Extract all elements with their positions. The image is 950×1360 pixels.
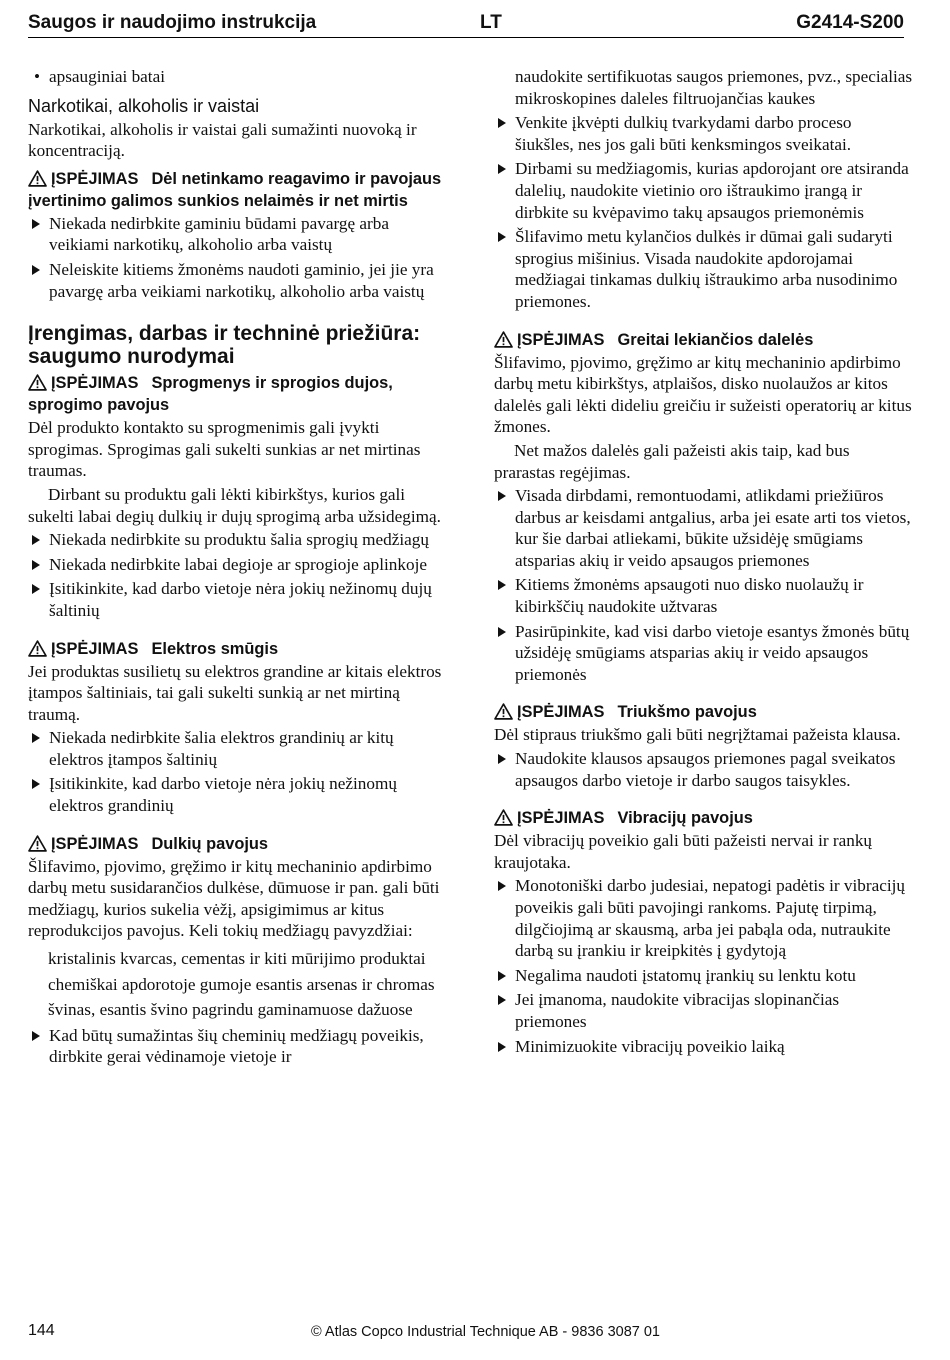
warning-keyword: ĮSPĖJIMAS <box>51 374 139 393</box>
bullet-arrow-icon <box>32 733 40 743</box>
warning-triangle-icon <box>28 835 47 852</box>
list-item: Įsitikinkite, kad darbo vietoje nėra jokių nežinomų elektros grandinių <box>28 773 448 816</box>
dust-bullets <box>28 1025 448 1068</box>
dust-text: Šlifavimo, pjovimo, gręžimo ir kitų mechaninio apdirbimo darbų metu susidarančios dulkėse, dūmuose ir pan. gali būti medžiagų, kurios sukelia vėžį, apsigimimus ar kitus reprodukcijos pavojus. Keli tokių medžiagų pavyzdžiai: <box>28 856 440 941</box>
particles-bullets <box>494 485 914 685</box>
warning-keyword: ĮSPĖJIMAS <box>51 169 139 188</box>
list-item: Minimizuokite vibracijų poveikio laiką <box>494 1036 914 1058</box>
list-item: Šlifavimo metu kylančios dulkės ir dūmai gali sudaryti sprogius mišinius. Visada naudokite apdorojamai medžiagai tinkamas dulkių ištraukimo arba nusodinimo priemones. <box>494 226 914 312</box>
left-column <box>28 66 448 1071</box>
warning-triangle-icon <box>28 374 47 391</box>
drugs-heading: Narkotikai, alkoholis ir vaistai <box>28 95 260 116</box>
warning-title: Elektros smūgis <box>151 639 279 658</box>
bullet-arrow-icon <box>32 1031 40 1041</box>
dust-example-item: kristalinis kvarcas, cementas ir kiti mūrijimo produktai <box>48 949 426 969</box>
page-number: 144 <box>28 1322 55 1339</box>
model-number: G2414-S200 <box>796 12 904 33</box>
dust-continued-bullets <box>494 112 914 312</box>
list-item: Įsitikinkite, kad darbo vietoje nėra jokių nežinomų dujų šaltinių <box>28 578 448 621</box>
bullet-arrow-icon <box>498 881 506 891</box>
bullet-arrow-icon <box>498 971 506 981</box>
warning-triangle-icon <box>28 640 47 657</box>
noise-text: Dėl stipraus triukšmo gali būti negrįžtamai pažeista klausa. <box>494 725 901 745</box>
drugs-text: Narkotikai, alkoholis ir vaistai gali sumažinti nuovoką ir koncentraciją. <box>28 119 417 161</box>
bullet-arrow-icon <box>498 1042 506 1052</box>
bullet-arrow-icon <box>32 560 40 570</box>
list-item: Visada dirbdami, remontuodami, atlikdami priežiūros darbus ar keisdami antgalius, arba jei esate arti tos vietos, kur šie darbai atliekami, būkite užsidėję smūgiams atsparias akių ir veido apsaugos priemones <box>494 485 914 571</box>
noise-bullets <box>494 748 914 791</box>
electric-warning <box>28 638 448 660</box>
warning-title: Vibracijų pavojus <box>617 809 753 828</box>
list-item: Venkite įkvėpti dulkių tvarkydami darbo proceso šiukšles, nes jos gali būti kenksmingos sveikatai. <box>494 112 914 155</box>
bullet-arrow-icon <box>498 995 506 1005</box>
list-item: Negalima naudoti įstatomų įrankių su lenktu kotu <box>494 965 914 987</box>
list-item: Dirbami su medžiagomis, kurias apdorojant ore atsiranda dalelių, naudokite vietinio oro ištraukimo įrangą ir dirbkite su kvėpavimo takų apsaugos priemonėmis <box>494 158 914 223</box>
bullet-arrow-icon <box>498 491 506 501</box>
dust-warning <box>28 833 448 855</box>
explosives-text-1: Dėl produkto kontakto su sprogmenimis gali įvykti sprogimas. Sprogimas gali sukelti sunkias ar net mirtinas traumas. <box>28 418 421 481</box>
list-item: Neleiskite kitiems žmonėms naudoti gaminio, jei jie yra pavargę arba veikiami narkotikų, alkoholio arba vaistų <box>28 259 448 302</box>
document-title: Saugos ir naudojimo instrukcija <box>28 12 317 33</box>
language-code: LT <box>480 12 502 33</box>
warning-keyword: ĮSPĖJIMAS <box>517 809 605 828</box>
list-item: • apsauginiai batai <box>34 67 165 86</box>
bullet-arrow-icon <box>32 779 40 789</box>
top-bullet-list <box>28 66 448 88</box>
noise-warning <box>494 701 914 723</box>
electric-bullets <box>28 727 448 816</box>
copyright-notice: © Atlas Copco Industrial Technique AB - 9836 3087 01 <box>311 1324 660 1340</box>
list-item: Naudokite klausos apsaugos priemones pagal sveikatos apsaugos darbo vietoje ir darbo saugos taisykles. <box>494 748 914 791</box>
right-column <box>494 66 914 1060</box>
warning-triangle-icon <box>494 809 513 826</box>
warning-title: Dėl netinkamo reagavimo ir pavojaus įvertinimo galimos sunkios nelaimės ir net mirtis <box>28 169 442 210</box>
dust-continued-text: naudokite sertifikuotas saugos priemones, pvz., specialias mikroskopines daleles filtruojančias kaukes <box>515 67 913 108</box>
warning-keyword: ĮSPĖJIMAS <box>51 639 139 658</box>
particles-warning <box>494 329 914 351</box>
list-item: Niekada nedirbkite gaminiu būdami pavargę arba veikiami narkotikų, alkoholio arba vaistų <box>28 213 448 256</box>
warning-title: Greitai lekiančios dalelės <box>617 330 814 349</box>
dust-example-item: švinas, esantis švino pagrindu gaminamuose dažuose <box>48 1000 413 1020</box>
dust-example-item: chemiškai apdorotoje gumoje esantis arsenas ir chromas <box>48 974 435 994</box>
bullet-arrow-icon <box>498 232 506 242</box>
bullet-arrow-icon <box>32 535 40 545</box>
bullet-arrow-icon <box>498 118 506 128</box>
warning-triangle-icon <box>494 331 513 348</box>
bullet-arrow-icon <box>32 265 40 275</box>
warning-title: Triukšmo pavojus <box>617 703 757 722</box>
list-item: Pasirūpinkite, kad visi darbo vietoje esantys žmonės būtų užsidėję smūgiams atsparias akių ir veido apsaugos priemonės <box>494 621 914 686</box>
warning-triangle-icon <box>494 703 513 720</box>
warning-triangle-icon <box>28 170 47 187</box>
list-item: Monotoniški darbo judesiai, nepatogi padėtis ir vibracijų poveikis gali būti pavojingi rankoms. Pajutę tirpimą, dilgčiojimą ar skausmą, arba jei pabąla oda, nutraukite darbą su įrankiu ir kreipkitės į gydytoją <box>494 875 914 961</box>
list-item: Niekada nedirbkite su produktu šalia sprogių medžiagų <box>28 529 448 551</box>
section-heading: Įrengimas, darbas ir techninė priežiūra: saugumo nurodymai <box>28 322 421 369</box>
warning-title: Sprogmenys ir sprogios dujos, sprogimo pavojus <box>28 374 393 415</box>
vibration-text: Dėl vibracijų poveikio gali būti pažeisti nervai ir rankų kraujotaka. <box>494 831 873 872</box>
bullet-arrow-icon <box>32 219 40 229</box>
list-item: Kad būtų sumažintas šių cheminių medžiagų poveikis, dirbkite gerai vėdinamoje vietoje ir <box>28 1025 448 1068</box>
bullet-arrow-icon <box>498 754 506 764</box>
particles-text-2: Net mažos dalelės gali pažeisti akis taip, kad bus prarastas regėjimas. <box>494 440 850 482</box>
warning-keyword: ĮSPĖJIMAS <box>517 330 605 349</box>
particles-text-1: Šlifavimo, pjovimo, gręžimo ar kitų mechaninio apdirbimo darbų metu kibirkštys, atplaišos, disko nuolaužos ar kitos dalelės gali lėkti dideliu greičiu ir sužeisti operatorių ar kitus žmones. <box>494 352 912 437</box>
warning-keyword: ĮSPĖJIMAS <box>517 703 605 722</box>
explosives-bullets <box>28 529 448 621</box>
list-item: Niekada nedirbkite šalia elektros grandinių ar kitų elektros įtampos šaltinių <box>28 727 448 770</box>
bullet-arrow-icon <box>498 627 506 637</box>
explosives-warning <box>28 372 448 416</box>
drugs-bullets <box>28 213 448 302</box>
vibration-warning <box>494 807 914 829</box>
bullet-arrow-icon <box>498 164 506 174</box>
bullet-arrow-icon <box>498 580 506 590</box>
bullet-arrow-icon <box>32 584 40 594</box>
list-item: Kitiems žmonėms apsaugoti nuo disko nuolaužų ir kibirkščių naudokite užtvaras <box>494 574 914 617</box>
drugs-warning <box>28 168 448 212</box>
warning-title: Dulkių pavojus <box>151 834 269 853</box>
vibration-bullets <box>494 875 914 1057</box>
list-item: Jei įmanoma, naudokite vibracijas slopinančias priemones <box>494 989 914 1032</box>
explosives-text-2: Dirbant su produktu gali lėkti kibirkštys, kurios gali sukelti labai degių dulkių ir dujų sprogimą arba užsidegimą. <box>28 484 441 526</box>
page-header <box>28 10 904 38</box>
list-item: Niekada nedirbkite labai degioje ar sprogioje aplinkoje <box>28 554 448 576</box>
electric-text: Jei produktas susilietų su elektros grandine ar kitais elektros įtampos šaltiniais, tai gali sukelti sunkią ar net mirtiną traumą. <box>28 661 442 724</box>
warning-keyword: ĮSPĖJIMAS <box>51 834 139 853</box>
